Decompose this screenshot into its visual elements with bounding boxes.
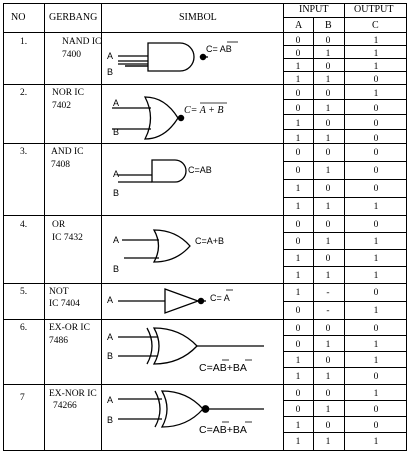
truth-cell-b: 0	[325, 220, 331, 230]
gate-name: EX-NOR IC	[49, 389, 97, 399]
truth-cell-a: 1	[295, 75, 301, 85]
gate-name: NOR IC	[52, 88, 84, 98]
truth-cell-a: 1	[295, 62, 301, 72]
input-label-a: A	[113, 169, 120, 179]
truth-cell-c: 1	[373, 271, 379, 281]
truth-cell-c: 0	[373, 134, 379, 144]
truth-cell-a: 0	[295, 49, 301, 59]
truth-cell-b: 0	[325, 184, 331, 194]
truth-cell-a: 0	[295, 89, 301, 99]
truth-cell-a: 1	[295, 254, 301, 264]
truth-cell-b: 0	[325, 62, 331, 72]
nand-gate-symbol	[118, 43, 208, 71]
gate-ic: 7400	[62, 50, 81, 60]
gate-formula: C= A	[210, 293, 230, 303]
truth-cell-c: 1	[373, 340, 379, 350]
truth-cell-a: 1	[295, 271, 301, 281]
truth-cell-a: 1	[295, 184, 301, 194]
input-label-a: A	[113, 98, 120, 108]
truth-cell-a: 0	[295, 306, 301, 316]
truth-cell-b: 0	[325, 356, 331, 366]
truth-cell-a: 0	[295, 36, 301, 46]
truth-cell-a: 0	[295, 405, 301, 415]
truth-cell-b: 1	[325, 166, 331, 176]
truth-cell-b: 0	[325, 89, 331, 99]
truth-cell-b: 1	[325, 75, 331, 85]
truth-cell-c: 0	[373, 75, 379, 85]
gate-formula: C=A+B	[195, 236, 225, 246]
gate-ic: IC 7432	[52, 233, 83, 243]
truth-cell-a: 0	[295, 324, 301, 334]
truth-cell-b: 0	[325, 324, 331, 334]
truth-cell-c: 0	[373, 148, 379, 158]
input-label-b: B	[107, 415, 114, 425]
not-gate-symbol	[118, 289, 206, 313]
truth-cell-c: 1	[373, 89, 379, 99]
header-col-b: B	[325, 20, 332, 31]
truth-table-values	[296, 36, 379, 447]
truth-cell-a: 0	[295, 220, 301, 230]
row-number: 1.	[20, 37, 28, 47]
input-label-b: B	[107, 351, 114, 361]
header-gerbang: GERBANG	[49, 12, 98, 23]
input-label-a: A	[113, 235, 120, 245]
input-label-b: B	[113, 127, 120, 137]
truth-cell-c: 0	[373, 166, 379, 176]
row-not	[20, 287, 233, 313]
truth-cell-c: 0	[373, 288, 379, 298]
truth-cell-b: 1	[325, 202, 331, 212]
truth-cell-c: 0	[373, 405, 379, 415]
input-label-b: B	[113, 264, 120, 274]
truth-cell-a: 0	[295, 340, 301, 350]
row-nor	[20, 88, 227, 139]
truth-cell-b: 1	[325, 405, 331, 415]
truth-cell-b: 1	[325, 49, 331, 59]
row-and	[20, 147, 212, 198]
row-number: 5.	[20, 287, 28, 297]
gate-formula: C= A + B	[184, 105, 224, 116]
truth-cell-a: 1	[295, 437, 301, 447]
truth-cell-a: 0	[295, 237, 301, 247]
gate-ic: 7408	[51, 160, 70, 170]
or-gate-symbol	[122, 230, 190, 262]
header-simbol: SIMBOL	[179, 12, 217, 23]
header-input: INPUT	[299, 4, 329, 15]
truth-cell-c: 0	[373, 104, 379, 114]
truth-cell-b: 0	[325, 389, 331, 399]
gate-ic: IC 7404	[49, 299, 80, 309]
truth-cell-c: 0	[373, 372, 379, 382]
truth-cell-b: 1	[325, 271, 331, 281]
input-label-b: B	[113, 188, 120, 198]
row-nand	[20, 37, 238, 77]
gate-formula: C=AB+BA	[199, 424, 247, 436]
exnor-gate-symbol	[118, 391, 264, 427]
truth-cell-c: 1	[373, 356, 379, 366]
gate-name: OR	[52, 220, 66, 230]
truth-cell-b: 1	[325, 104, 331, 114]
truth-cell-b: -	[326, 288, 330, 298]
gate-name: NAND IC	[62, 37, 102, 47]
truth-cell-c: 1	[373, 306, 379, 316]
gate-ic: 74266	[53, 401, 77, 411]
nor-gate-symbol	[112, 97, 184, 139]
gate-name: EX-OR IC	[49, 323, 90, 333]
truth-cell-a: 0	[295, 104, 301, 114]
truth-cell-a: 0	[295, 148, 301, 158]
row-exnor	[20, 389, 264, 436]
truth-cell-c: 1	[373, 437, 379, 447]
truth-cell-c: 1	[373, 49, 379, 59]
truth-cell-b: 0	[325, 421, 331, 431]
truth-cell-a: 0	[295, 389, 301, 399]
row-number: 6.	[20, 323, 28, 333]
truth-cell-a: 1	[295, 372, 301, 382]
truth-cell-c: 1	[373, 36, 379, 46]
truth-cell-b: 1	[325, 134, 331, 144]
gate-ic: 7486	[49, 336, 68, 346]
truth-cell-c: 1	[373, 237, 379, 247]
truth-cell-b: 1	[325, 237, 331, 247]
truth-cell-b: 0	[325, 148, 331, 158]
truth-cell-c: 1	[373, 254, 379, 264]
gate-ic: 7402	[52, 101, 71, 111]
truth-cell-c: 0	[373, 421, 379, 431]
row-number: 3.	[20, 147, 28, 157]
truth-cell-a: 1	[295, 202, 301, 212]
truth-cell-c: 0	[373, 324, 379, 334]
truth-cell-c: 1	[373, 389, 379, 399]
truth-cell-c: 1	[373, 62, 379, 72]
header-output: OUTPUT	[354, 4, 394, 15]
input-label-a: A	[107, 295, 114, 305]
gate-formula: C=AB	[188, 165, 212, 175]
truth-cell-b: 0	[325, 119, 331, 129]
header-col-c: C	[372, 20, 379, 31]
row-number: 7	[20, 393, 25, 403]
truth-cell-b: 1	[325, 340, 331, 350]
truth-cell-b: 1	[325, 437, 331, 447]
gate-name: AND IC	[51, 147, 84, 157]
truth-cell-b: 0	[325, 36, 331, 46]
truth-cell-c: 0	[373, 184, 379, 194]
row-exor	[20, 323, 264, 374]
input-label-a: A	[107, 395, 114, 405]
truth-cell-a: 1	[295, 421, 301, 431]
gate-name: NOT	[49, 287, 69, 297]
truth-cell-c: 1	[373, 202, 379, 212]
truth-cell-a: 0	[295, 166, 301, 176]
row-or	[20, 220, 224, 274]
truth-cell-c: 0	[373, 220, 379, 230]
row-number: 4.	[20, 220, 28, 230]
truth-cell-a: 1	[295, 288, 301, 298]
input-label-b: B	[107, 67, 114, 77]
row-number: 2.	[20, 88, 28, 98]
and-gate-symbol	[118, 160, 186, 182]
truth-cell-a: 1	[295, 356, 301, 366]
gate-formula: C= AB	[206, 44, 232, 54]
gate-formula: C=AB+BA	[199, 362, 247, 374]
exor-gate-symbol	[118, 328, 264, 364]
header-col-a: A	[295, 20, 303, 31]
truth-cell-b: 1	[325, 372, 331, 382]
truth-cell-a: 1	[295, 119, 301, 129]
input-label-a: A	[107, 51, 114, 61]
truth-cell-c: 0	[373, 119, 379, 129]
truth-cell-a: 1	[295, 134, 301, 144]
input-label-a: A	[107, 332, 114, 342]
truth-cell-b: 0	[325, 254, 331, 264]
header-no: NO	[11, 12, 26, 23]
truth-cell-b: -	[326, 306, 330, 316]
